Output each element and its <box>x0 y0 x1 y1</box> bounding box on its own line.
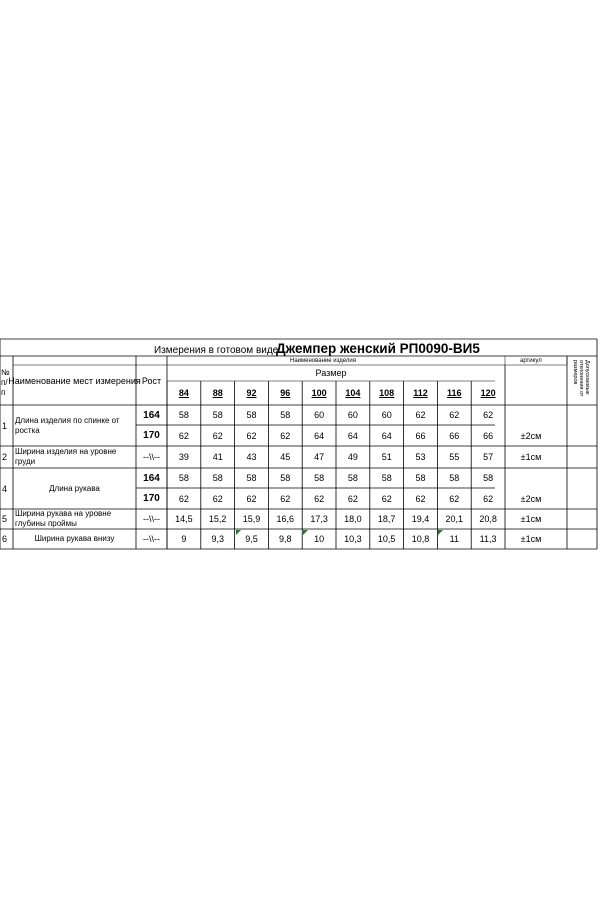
product-name-label: Наименование изделия <box>290 358 356 364</box>
size-value: 58 <box>246 473 257 483</box>
product-title: Джемпер женский РП0090-ВИ5 <box>276 341 480 356</box>
measurement-name: Длина изделия по спинке от ростка <box>15 415 120 435</box>
size-value: 64 <box>314 430 325 441</box>
size-value: 19,4 <box>411 514 430 524</box>
size-header: 104 <box>345 388 361 398</box>
size-value: 58 <box>314 473 325 483</box>
size-value: 15,9 <box>242 514 261 524</box>
size-value: 58 <box>212 410 223 420</box>
size-value: 62 <box>178 430 189 441</box>
col-number-header: № п/ п <box>1 368 10 397</box>
size-group-header: Размер <box>315 368 347 378</box>
size-value: 62 <box>212 493 223 504</box>
size-value: 64 <box>381 430 392 441</box>
size-value: 60 <box>314 410 325 420</box>
size-header: 84 <box>178 388 189 398</box>
size-value: 18,0 <box>344 514 362 524</box>
size-value: 66 <box>483 430 494 441</box>
row-number: 6 <box>2 534 8 544</box>
size-value: 58 <box>280 473 291 483</box>
tolerance-value: ±1см <box>520 452 542 462</box>
measurement-name: Ширина рукава внизу <box>34 534 115 543</box>
size-value: 55 <box>449 452 460 462</box>
height-value: 164 <box>143 472 160 484</box>
tolerance-value: ±1см <box>520 514 542 524</box>
size-value: 9,5 <box>245 534 258 544</box>
size-value: 10,8 <box>411 534 430 544</box>
comment-marker <box>438 530 443 535</box>
size-value: 62 <box>415 493 426 504</box>
size-value: 10,3 <box>344 534 362 544</box>
size-value: 64 <box>347 430 358 441</box>
size-header: 116 <box>447 388 462 398</box>
size-value: 62 <box>246 430 257 441</box>
size-header: 108 <box>379 388 395 398</box>
measurement-name: Длина рукава <box>49 483 100 493</box>
size-value: 58 <box>178 410 189 420</box>
size-value: 60 <box>347 410 358 420</box>
size-value: 62 <box>314 493 325 504</box>
article-label: артикул <box>520 358 542 364</box>
size-value: 9 <box>181 534 187 544</box>
tolerance-value: ±1см <box>520 534 542 544</box>
height-value: --\\-- <box>143 534 160 544</box>
size-value: 62 <box>347 493 358 504</box>
size-value: 51 <box>381 452 392 462</box>
height-value: --\\-- <box>143 514 160 524</box>
size-value: 62 <box>280 430 291 441</box>
size-value: 62 <box>415 410 426 420</box>
size-value: 62 <box>483 410 494 420</box>
size-value: 16,6 <box>276 514 295 524</box>
size-value: 39 <box>178 452 189 462</box>
size-value: 17,3 <box>310 514 328 524</box>
size-value: 11 <box>449 534 459 544</box>
size-value: 58 <box>483 473 494 483</box>
size-value: 60 <box>381 410 392 420</box>
tolerance-value: ±2см <box>520 430 542 441</box>
size-value: 58 <box>178 473 189 483</box>
size-value: 49 <box>347 452 358 462</box>
measure-title: Измерения в готовом виде <box>154 345 279 356</box>
size-value: 15,2 <box>208 514 227 524</box>
size-header: 88 <box>212 388 223 398</box>
size-value: 53 <box>415 452 426 462</box>
size-value: 58 <box>381 473 392 483</box>
size-header: 92 <box>246 388 257 398</box>
size-header: 100 <box>311 388 327 398</box>
size-value: 62 <box>381 493 392 504</box>
size-value: 20,1 <box>445 514 464 524</box>
size-value: 58 <box>280 410 291 420</box>
size-value: 18,7 <box>377 514 396 524</box>
size-value: 62 <box>246 493 257 504</box>
size-value: 58 <box>347 473 358 483</box>
size-header: 112 <box>413 388 428 398</box>
comment-marker <box>236 530 241 535</box>
row-number: 5 <box>2 514 8 524</box>
size-value: 10,5 <box>377 534 396 544</box>
size-header: 120 <box>480 388 496 398</box>
size-value: 9,8 <box>279 534 292 544</box>
size-value: 43 <box>246 452 257 462</box>
size-value: 47 <box>314 452 325 462</box>
tolerance-value: ±2см <box>520 493 542 504</box>
size-value: 62 <box>483 493 494 504</box>
height-value: 170 <box>143 493 160 504</box>
row-number: 2 <box>2 452 8 462</box>
size-value: 62 <box>178 493 189 504</box>
size-value: 62 <box>449 410 460 420</box>
col-height-header: Рост <box>141 375 162 386</box>
col-name-header: Наименование мест измерения <box>8 375 141 386</box>
height-value: --\\-- <box>143 452 160 462</box>
row-number: 1 <box>2 420 8 431</box>
measurement-name: Ширина изделия на уровне груди <box>15 447 117 466</box>
row-number: 4 <box>2 483 8 494</box>
size-value: 62 <box>212 430 223 441</box>
size-value: 66 <box>415 430 426 441</box>
size-value: 58 <box>415 473 426 483</box>
size-header: 96 <box>280 388 291 398</box>
size-value: 11,3 <box>479 534 497 544</box>
size-value: 20,8 <box>479 514 497 524</box>
height-value: 164 <box>143 409 160 421</box>
size-value: 58 <box>212 473 223 483</box>
height-value: 170 <box>143 430 160 441</box>
size-value: 62 <box>280 493 291 504</box>
size-value: 41 <box>212 452 223 462</box>
size-value: 58 <box>449 473 460 483</box>
size-value: 9,3 <box>211 534 224 544</box>
size-value: 57 <box>483 452 494 462</box>
size-value: 58 <box>246 410 257 420</box>
size-value: 10 <box>314 534 325 544</box>
tolerance-header: Допускаемые отклонения от размеров <box>572 360 590 397</box>
size-value: 45 <box>280 452 291 462</box>
size-value: 14,5 <box>175 514 193 524</box>
size-value: 62 <box>449 493 460 504</box>
size-value: 66 <box>449 430 460 441</box>
comment-marker <box>303 530 308 535</box>
measurement-name: Ширина рукава на уровне глубины проймы <box>15 509 112 528</box>
